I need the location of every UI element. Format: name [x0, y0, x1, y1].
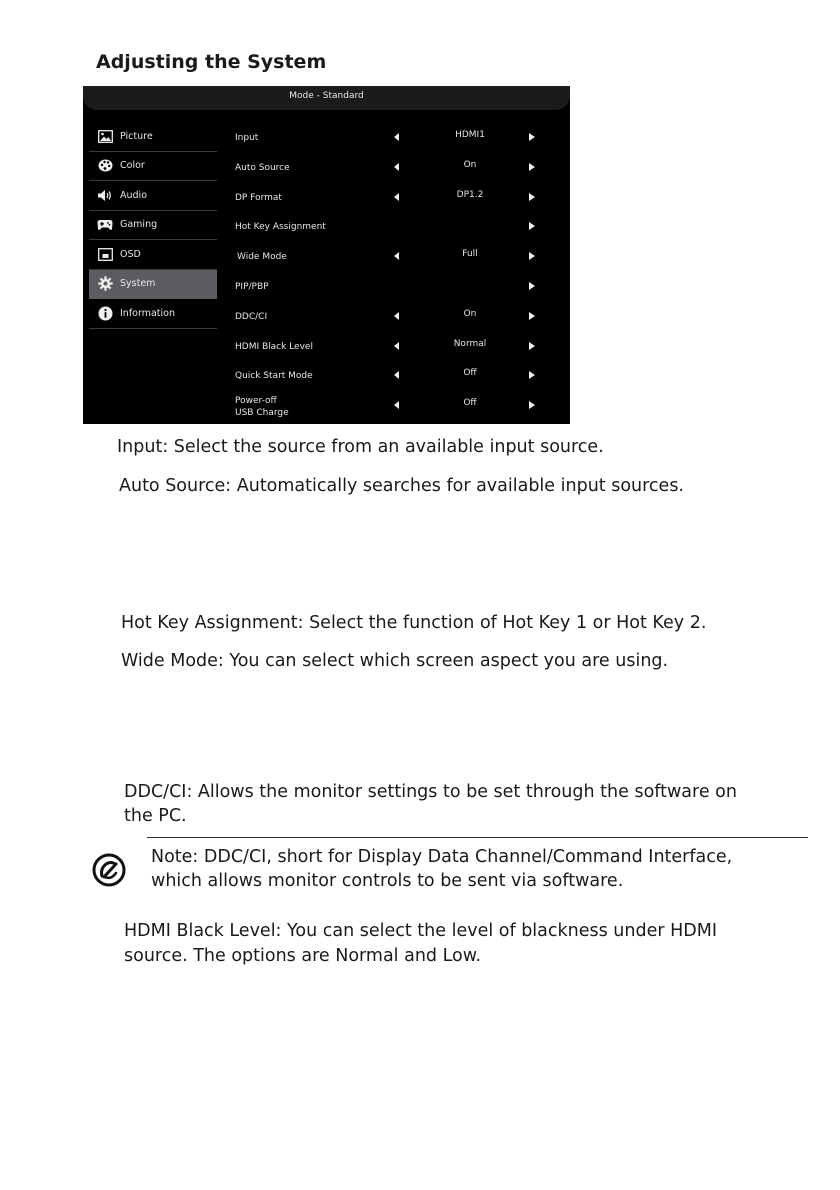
- right-arrow-icon[interactable]: [529, 401, 535, 409]
- setting-label: PIP/PBP: [235, 281, 269, 292]
- osd-mode-title: Mode - Standard: [289, 91, 364, 101]
- sidebar-item-label: Information: [120, 307, 175, 319]
- right-arrow-icon[interactable]: [529, 193, 535, 201]
- gear-icon: [97, 276, 113, 292]
- right-arrow-icon[interactable]: [529, 133, 535, 141]
- info-icon: [97, 305, 113, 321]
- sidebar-item-gaming[interactable]: [89, 211, 217, 241]
- right-arrow-icon[interactable]: [529, 282, 535, 290]
- setting-value: DP1.2: [456, 189, 484, 200]
- setting-value: Off: [463, 368, 477, 379]
- right-arrow-icon[interactable]: [529, 342, 535, 350]
- left-arrow-icon[interactable]: [394, 342, 399, 350]
- setting-row-power-off-usb-charge[interactable]: [235, 390, 545, 420]
- setting-label: DDC/CI: [235, 311, 268, 322]
- setting-label: DP Format: [235, 192, 282, 203]
- setting-label: Input: [235, 133, 259, 143]
- right-arrow-icon[interactable]: [529, 163, 535, 171]
- setting-label-line1: Power-off: [235, 396, 277, 407]
- setting-value: HDMI1: [455, 130, 485, 140]
- setting-row-quick-start-mode[interactable]: [235, 360, 545, 390]
- picture-icon: [97, 128, 113, 144]
- left-arrow-icon[interactable]: [394, 163, 399, 171]
- setting-label-line2: USB Charge: [235, 408, 289, 419]
- osd-settings-list: [235, 122, 545, 420]
- osd-sidebar: [89, 122, 217, 329]
- setting-value: Full: [462, 249, 478, 260]
- setting-row-wide-mode[interactable]: [235, 241, 545, 271]
- osd-screenshot: [83, 86, 570, 424]
- note-text-line1: Note: DDC/CI, short for Display Data Channel/Command Interface,: [151, 847, 733, 867]
- hdmi-black-level-description-line2: source. The options are Normal and Low.: [124, 946, 482, 966]
- palette-icon: [97, 158, 113, 174]
- sidebar-item-information[interactable]: [89, 299, 217, 329]
- note-text-line2: which allows monitor controls to be sent via software.: [151, 871, 624, 891]
- left-arrow-icon[interactable]: [394, 312, 399, 320]
- osd-header: [83, 86, 570, 110]
- sidebar-item-color[interactable]: [89, 152, 217, 182]
- sidebar-item-osd[interactable]: [89, 240, 217, 270]
- setting-label: Hot Key Assignment: [235, 222, 326, 233]
- hdmi-black-level-description-line1: HDMI Black Level: You can select the level of blackness under HDMI: [124, 921, 718, 941]
- setting-row-input[interactable]: [235, 122, 545, 152]
- sidebar-item-label: Gaming: [120, 219, 158, 231]
- note-icon: [91, 852, 127, 892]
- sidebar-item-audio[interactable]: [89, 181, 217, 211]
- left-arrow-icon[interactable]: [394, 401, 399, 409]
- setting-label: [235, 395, 289, 419]
- left-arrow-icon[interactable]: [394, 252, 399, 260]
- sidebar-item-system[interactable]: [89, 270, 217, 300]
- setting-label: HDMI Black Level: [235, 341, 313, 352]
- setting-row-ddc-ci[interactable]: [235, 301, 545, 331]
- setting-label: Wide Mode: [237, 252, 287, 263]
- setting-label: Quick Start Mode: [235, 371, 313, 382]
- input-description: Input: Select the source from an available input source.: [117, 437, 604, 457]
- setting-row-pip-pbp[interactable]: [235, 271, 545, 301]
- sidebar-item-label: Picture: [120, 130, 153, 142]
- right-arrow-icon[interactable]: [529, 312, 535, 320]
- setting-row-hdmi-black-level[interactable]: [235, 331, 545, 361]
- sidebar-item-label: Audio: [120, 189, 148, 201]
- sidebar-item-label: System: [120, 278, 156, 290]
- sidebar-item-label: Color: [120, 160, 145, 172]
- left-arrow-icon[interactable]: [394, 193, 399, 201]
- setting-value: Normal: [453, 338, 487, 349]
- setting-value: On: [463, 308, 477, 319]
- right-arrow-icon[interactable]: [529, 222, 535, 230]
- setting-value: Off: [463, 398, 477, 409]
- left-arrow-icon[interactable]: [394, 133, 399, 141]
- right-arrow-icon[interactable]: [529, 252, 535, 260]
- setting-row-hot-key-assignment[interactable]: [235, 211, 545, 241]
- ddc-ci-description-line2: the PC.: [124, 806, 187, 826]
- note-divider: [147, 837, 808, 838]
- wide-mode-description: Wide Mode: You can select which screen aspect you are using.: [121, 651, 669, 671]
- setting-row-auto-source[interactable]: [235, 152, 545, 182]
- sidebar-item-picture[interactable]: [89, 122, 217, 152]
- section-title: Adjusting the System: [96, 51, 327, 73]
- gamepad-icon: [97, 217, 113, 233]
- hot-key-description: Hot Key Assignment: Select the function of Hot Key 1 or Hot Key 2.: [121, 613, 707, 633]
- left-arrow-icon[interactable]: [394, 371, 399, 379]
- speaker-icon: [97, 187, 113, 203]
- sidebar-item-label: OSD: [120, 248, 141, 260]
- ddc-ci-description-line1: DDC/CI: Allows the monitor settings to be set through the software on: [124, 782, 737, 802]
- setting-value: On: [463, 159, 477, 170]
- setting-row-dp-format[interactable]: [235, 182, 545, 212]
- auto-source-description: Auto Source: Automatically searches for available input sources.: [119, 476, 684, 496]
- right-arrow-icon[interactable]: [529, 371, 535, 379]
- osd-window-icon: [97, 246, 113, 262]
- setting-label: Auto Source: [235, 162, 290, 173]
